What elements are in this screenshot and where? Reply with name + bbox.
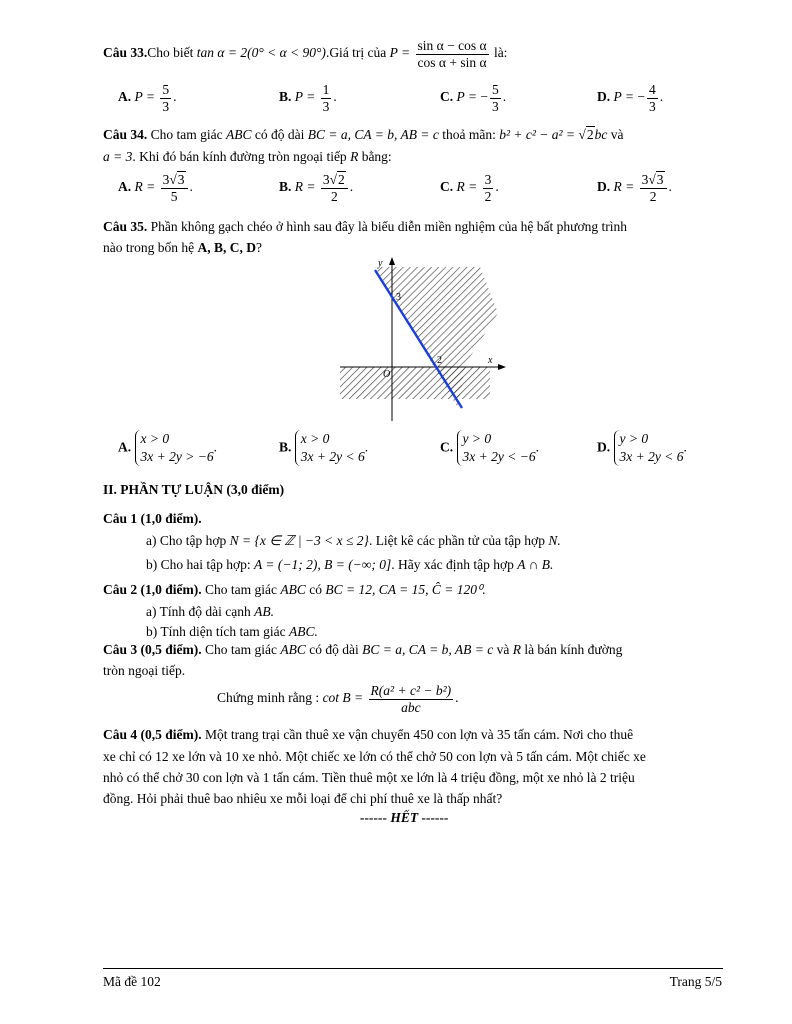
q34-option-a[interactable]: A. R = $\frac{3√3}{5}$ . <box>118 172 193 204</box>
footer-exam-code: Mã đề 102 <box>103 974 161 989</box>
q33-option-b[interactable]: B. P = $\frac{1}{3}$ . <box>279 82 337 114</box>
q33-option-c[interactable]: C. P = − $\frac{5}{3}$ . <box>440 82 507 114</box>
x-axis-arrow <box>498 364 506 370</box>
c2-stem: Câu 2 (1,0 điểm). Cho tam giác ABC có BC = 12, CA = 15, Ĉ = 120⁰. <box>103 582 486 597</box>
q35-graph <box>330 255 510 425</box>
q35-option-d[interactable]: D. y > 0 3x + 2y < 6. <box>597 430 687 466</box>
end-mark: ------ HẾT ------ <box>360 810 449 825</box>
q34-option-c[interactable]: C. R = $\frac{3}{2}$ . <box>440 172 499 204</box>
c3-formula: Chứng minh rằng : cot B = $\frac{\text{R(a² + c² − b²)}}{\text{abc}}$ . <box>217 683 459 715</box>
q33-stem: Câu 33.Cho biết tan α = 2(0° < α < 90°).Giá trị của P = $\frac{\text{sin α − cos α}}{\text{cos α + sin α}}$ là: <box>103 38 508 70</box>
q35-line1: Câu 35. Phần không gạch chéo ở hình sau đây là biểu diễn miền nghiệm của hệ bất phương trình <box>103 219 627 234</box>
q33-option-a[interactable]: A. P = $\frac{5}{3}$ . <box>118 82 177 114</box>
q34-option-b[interactable]: B. R = $\frac{3√2}{2}$ . <box>279 172 354 204</box>
q34-label: Câu 34. <box>103 127 148 142</box>
footer-page-number: Trang 5/5 <box>669 974 722 989</box>
q35-option-c[interactable]: C. y > 0 3x + 2y < −6. <box>440 430 539 466</box>
c2-part-a: a) Tính độ dài cạnh AB. <box>146 604 274 619</box>
x-tick-label: 2 <box>437 355 442 366</box>
c2-part-b: b) Tính diện tích tam giác ABC. <box>146 624 318 639</box>
origin-label: O <box>383 369 391 380</box>
q35-option-b[interactable]: B. x > 0 3x + 2y < 6. <box>279 430 368 466</box>
c3-line1: Câu 3 (0,5 điểm). Cho tam giác ABC có độ dài BC = a, CA = b, AB = c và R là bán kính đường <box>103 642 623 657</box>
q35-line2: nào trong bốn hệ A, B, C, D? <box>103 240 262 255</box>
footer-rule <box>103 968 723 969</box>
part2-title: II. PHẦN TỰ LUẬN (3,0 điểm) <box>103 482 285 497</box>
q33-label: Câu 33. <box>103 45 148 61</box>
q34-line1: Câu 34. Cho tam giác ABC có độ dài BC = a, CA = b, AB = c thoả mãn: b² + c² − a² = √2bc và <box>103 127 624 142</box>
q35-label: Câu 35. <box>103 219 148 234</box>
y-axis-arrow <box>389 257 395 265</box>
c3-line2: tròn ngoại tiếp. <box>103 663 186 678</box>
q33-P-fraction: $\frac{\text{sin α − cos α}}{\text{cos α + sin α}}$ <box>417 38 487 70</box>
c1-label: Câu 1 (1,0 điểm). <box>103 511 202 526</box>
c3-label: Câu 3 (0,5 điểm). <box>103 642 202 657</box>
q35-option-a[interactable]: A. x > 0 3x + 2y > −6. <box>118 430 217 466</box>
q33-option-d[interactable]: D. P = − $\frac{4}{3}$ . <box>597 82 664 114</box>
c4-line3: nhỏ có thể chở 30 con lợn và 1 tấn cám. Tiền thuê một xe lớn là 4 triệu đồng, một xe nhỏ là 2 triệu <box>103 770 635 785</box>
y-tick-label: 3 <box>396 292 401 303</box>
c1-part-a: a) Cho tập hợp N = {x ∈ ℤ | −3 < x ≤ 2}. Liệt kê các phần tử của tập hợp N. <box>146 533 561 548</box>
q34-line2: a = 3. Khi đó bán kính đường tròn ngoại tiếp R bằng: <box>103 149 392 164</box>
c1-part-b: b) Cho hai tập hợp: A = (−1; 2), B = (−∞; 0]. Hãy xác định tập hợp A ∩ B. <box>146 557 554 572</box>
y-axis-label: y <box>378 258 383 269</box>
x-axis-label: x <box>488 355 493 366</box>
c4-label: Câu 4 (0,5 điểm). <box>103 727 202 742</box>
c2-label: Câu 2 (1,0 điểm). <box>103 582 202 597</box>
c4-line2: xe chỉ có 12 xe lớn và 10 xe nhỏ. Một chiếc xe lớn có thể chở 50 con lợn và 5 tấn cám. Một chiếc xe <box>103 749 646 764</box>
q34-option-d[interactable]: D. R = $\frac{3√3}{2}$ . <box>597 172 672 204</box>
c4-line1: Câu 4 (0,5 điểm). Một trang trại cần thuê xe vận chuyển 450 con lợn và 35 tấn cám. Nơi cho thuê <box>103 727 634 742</box>
c4-line4: đồng. Hỏi phải thuê bao nhiêu xe mỗi loại để chi phí thuê xe là thấp nhất? <box>103 791 503 806</box>
hatched-region-lower <box>340 367 490 399</box>
